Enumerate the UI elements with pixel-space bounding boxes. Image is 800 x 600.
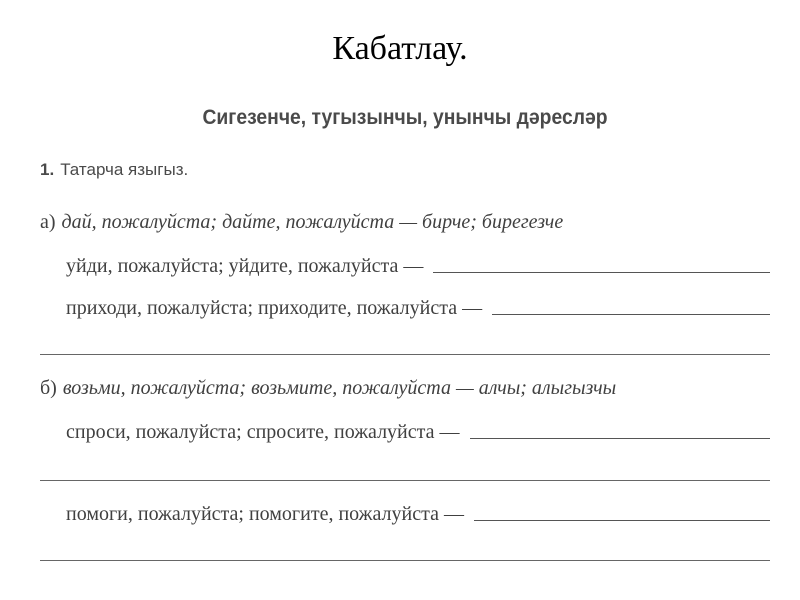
part-a-marker: а)	[40, 211, 56, 233]
part-b-example-line	[40, 372, 770, 400]
part-a-item-1	[66, 250, 770, 278]
part-b-item-2	[66, 498, 770, 526]
part-a-example: дай, пожалуйста; дайте, пожалуйста — бирче; бирегезче	[61, 211, 564, 233]
slide-title: Кабатлау.	[332, 30, 468, 67]
answer-blank[interactable]	[474, 520, 770, 521]
part-b-item-1-text: спроси, пожалуйста; спросите, пожалуйста —	[66, 421, 460, 443]
part-b-example: возьми, пожалуйста; возьмите, пожалуйста — алчы; алыгызчы	[62, 377, 617, 399]
task-number: 1.	[40, 160, 55, 179]
answer-blank-full[interactable]	[40, 480, 770, 481]
answer-blank[interactable]	[433, 272, 770, 273]
part-b-item-2-text: помоги, пожалуйста; помогите, пожалуйста —	[66, 503, 464, 525]
answer-blank-full[interactable]	[40, 560, 770, 561]
answer-blank[interactable]	[470, 438, 771, 439]
part-b-item-1	[66, 416, 770, 444]
part-a-item-2	[66, 292, 770, 320]
part-b-marker: б)	[40, 377, 57, 399]
part-a-item-1-text: уйди, пожалуйста; уйдите, пожалуйста —	[66, 255, 424, 277]
answer-blank-full[interactable]	[40, 354, 770, 355]
task-text: Татарча языгыз.	[60, 160, 189, 179]
part-a-item-2-text: приходи, пожалуйста; приходите, пожалуйста —	[66, 297, 483, 319]
worksheet	[36, 96, 774, 586]
part-a-example-line	[40, 206, 770, 234]
worksheet-heading: Сигезенче, тугызынчы, унынчы дәресләр	[202, 106, 608, 129]
answer-blank[interactable]	[492, 314, 770, 315]
task-instruction	[40, 160, 188, 180]
